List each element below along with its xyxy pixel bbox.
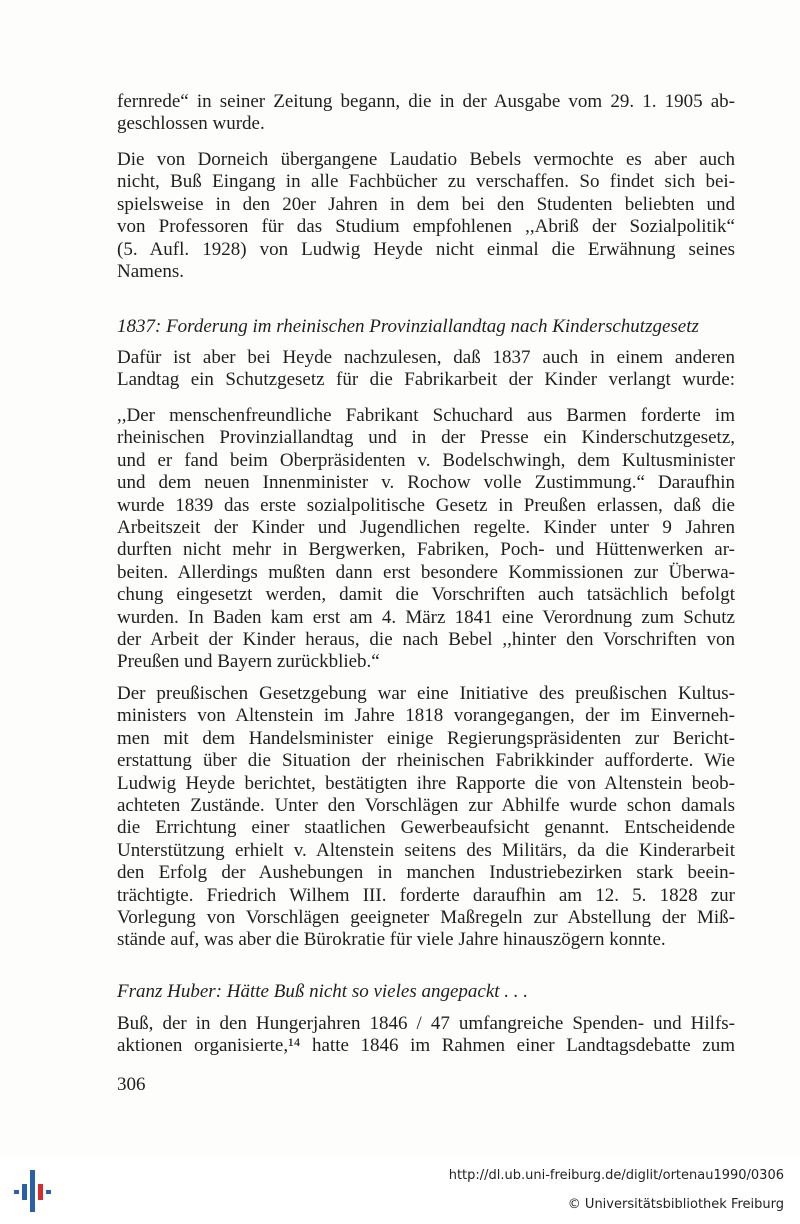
text-line: trächtigte. Friedrich Wilhem III. forderte daraufhin am 12. 5. 1828 zur <box>117 884 735 906</box>
text-line: Landtag ein Schutzgesetz für die Fabrikarbeit der Kinder verlangt wurde: <box>117 369 735 391</box>
text-line: men mit dem Handelsminister einige Regierungspräsidenten zur Bericht- <box>117 727 735 749</box>
text-line: Ludwig Heyde berichtet, bestätigten ihre Rapporte die von Altenstein beob- <box>117 772 735 794</box>
text-line: (5. Aufl. 1928) von Ludwig Heyde nicht einmal die Erwähnung seines <box>117 238 735 260</box>
text-line: Dafür ist aber bei Heyde nachzulesen, daß 1837 auch in einem anderen <box>117 347 735 368</box>
source-url-link[interactable]: http://dl.ub.uni-freiburg.de/diglit/ortenau1990/0306 <box>448 1168 784 1183</box>
paragraph-6 <box>117 1013 735 1058</box>
quotation-paragraph <box>117 405 735 674</box>
text-line: ministers von Altenstein im Jahre 1818 vorangegangen, der im Einverneh- <box>117 705 735 727</box>
text-line: und dem neuen Innenminister v. Rochow volle Zustimmung.“ Daraufhin <box>117 472 735 494</box>
text-line: Der preußischen Gesetzgebung war eine Initiative des preußischen Kultus- <box>117 683 735 704</box>
text-line: durften nicht mehr in Bergwerken, Fabriken, Poch- und Hüttenwerken ar- <box>117 539 735 561</box>
text-line: wurden. In Baden kam erst am 4. März 1841 eine Verordnung zum Schutz <box>117 606 735 628</box>
text-line: den Erfolg der Aushebungen in manchen Industriebezirken stark beein- <box>117 862 735 884</box>
text-line: achteten Zustände. Unter den Vorschlägen zur Abhilfe wurde schon damals <box>117 795 735 817</box>
text-line: Preußen und Bayern zurückblieb.“ <box>117 651 380 673</box>
paragraph-1 <box>117 91 735 136</box>
text-line: fernrede“ in seiner Zeitung begann, die in der Ausgabe vom 29. 1. 1905 ab- <box>117 91 735 112</box>
text-line: Vorlegung von Vorschlägen geeigneter Maßregeln zur Abstellung der Miß- <box>117 907 735 929</box>
text-line: erstattung über die Situation der rheinischen Fabrikkinder aufforderte. Wie <box>117 750 735 772</box>
copyright-text: © Universitätsbibliothek Freiburg <box>567 1197 784 1212</box>
page-number: 306 <box>117 1074 146 1095</box>
text-line: Namens. <box>117 261 185 283</box>
text-line: aktionen organisierte,¹⁴ hatte 1846 im Rahmen einer Landtagsdebatte zum <box>117 1035 735 1057</box>
text-line: Buß, der in den Hungerjahren 1846 / 47 umfangreiche Spenden- und Hilfs- <box>117 1013 735 1034</box>
text-line: Unterstützung erhielt v. Altenstein seitens des Militärs, da die Kinderarbeit <box>117 839 735 861</box>
text-line: und er fand beim Oberpräsidenten v. Bodelschwingh, dem Kultusminister <box>117 449 735 471</box>
text-line: beiten. Allerdings mußten dann erst besondere Kommissionen zur Überwa- <box>117 561 735 583</box>
text-line: von Professoren für das Studium empfohlenen ,,Abriß der Sozialpolitik“ <box>117 216 735 238</box>
footer-bar <box>0 1156 800 1224</box>
section-heading: 1837: Forderung im rheinischen Provinziallandtag nach Kinderschutzgesetz <box>117 316 699 337</box>
paragraph-5 <box>117 683 735 952</box>
paragraph-3 <box>117 347 735 392</box>
text-line: der Arbeit der Kinder heraus, die nach Bebel ,,hinter den Vorschriften von <box>117 629 735 651</box>
text-line: ,,Der menschenfreundliche Fabrikant Schuchard aus Barmen forderte im <box>117 405 735 426</box>
paragraph-2 <box>117 149 735 283</box>
text-line: nicht, Buß Eingang in alle Fachbücher zu verschaffen. So findet sich bei- <box>117 171 735 193</box>
text-line: spielsweise in den 20er Jahren in dem bei den Studenten beliebten und <box>117 193 735 215</box>
text-line: Die von Dorneich übergangene Laudatio Bebels vermochte es aber auch <box>117 149 735 170</box>
text-line: Arbeitszeit der Kinder und Jugendlichen regelte. Kinder unter 9 Jahren <box>117 517 735 539</box>
text-line: wurde 1839 das erste sozialpolitische Gesetz in Preußen erlassen, daß die <box>117 494 735 516</box>
text-line: stände auf, was aber die Bürokratie für viele Jahre hinauszögern konnte. <box>117 929 666 951</box>
section-heading: Franz Huber: Hätte Buß nicht so vieles angepackt . . . <box>117 981 529 1002</box>
text-line: chung eingesetzt werden, damit die Vorschriften auch tatsächlich befolgt <box>117 584 735 606</box>
text-line: rheinischen Provinziallandtag und in der Presse ein Kinderschutzgesetz, <box>117 427 735 449</box>
text-line: geschlossen wurde. <box>117 113 265 135</box>
ub-freiburg-logo-icon <box>12 1162 52 1216</box>
text-line: die Errichtung einer staatlichen Gewerbeaufsicht genannt. Entscheidende <box>117 817 735 839</box>
